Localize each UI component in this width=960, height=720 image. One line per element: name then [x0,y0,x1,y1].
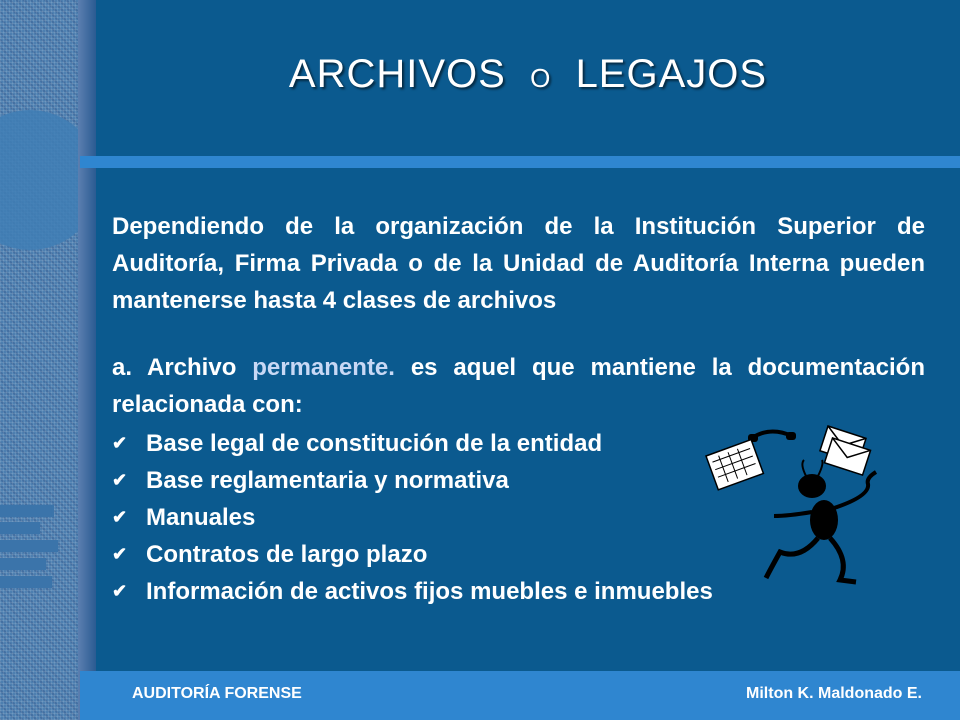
check-icon: ✔ [112,470,128,490]
footer-author: Milton K. Maldonado E. [746,685,922,702]
slide-footer [80,671,960,720]
sidebar-edge [78,0,96,720]
check-icon: ✔ [112,433,128,453]
section-text: es aquel que mantiene la documentación relacionada con: [112,354,925,418]
intro-paragraph: Dependiendo de la organización de la Institución Superior de Auditoría, Firma Privada o de la Unidad de Auditoría Interna pueden mantenerse hasta 4 clases de archivos [112,213,925,314]
decorative-bar [0,505,54,517]
section-prefix: a. [112,354,133,381]
check-icon: ✔ [112,507,128,527]
list-item-text: Contratos de largo plazo [146,541,428,568]
slide-title [96,52,960,97]
list-item-text: Información de activos fijos muebles e inmuebles [146,578,713,605]
decorative-circle [0,110,78,250]
title-divider [80,156,960,168]
check-icon: ✔ [112,544,128,564]
busy-person-clipart-icon [700,420,910,590]
list-item-text: Base legal de constitución de la entidad [146,430,603,457]
footer-course: AUDITORÍA FORENSE [132,685,302,702]
decorative-bar [0,522,40,534]
title-word-o: O [530,63,552,93]
list-item-text: Manuales [146,504,256,531]
decorative-sidebar [0,0,78,720]
title-word-archivos: ARCHIVOS [288,52,506,96]
decorative-bar [0,558,46,570]
section-term-permanente: permanente. [252,354,395,381]
decorative-bar [0,540,58,552]
section-paragraph [112,349,925,423]
check-icon: ✔ [112,581,128,601]
decorative-bar [0,576,52,588]
title-word-legajos: LEGAJOS [575,52,768,96]
section-term-archivo: Archivo [147,354,237,381]
list-item-text: Base reglamentaria y normativa [146,467,509,494]
